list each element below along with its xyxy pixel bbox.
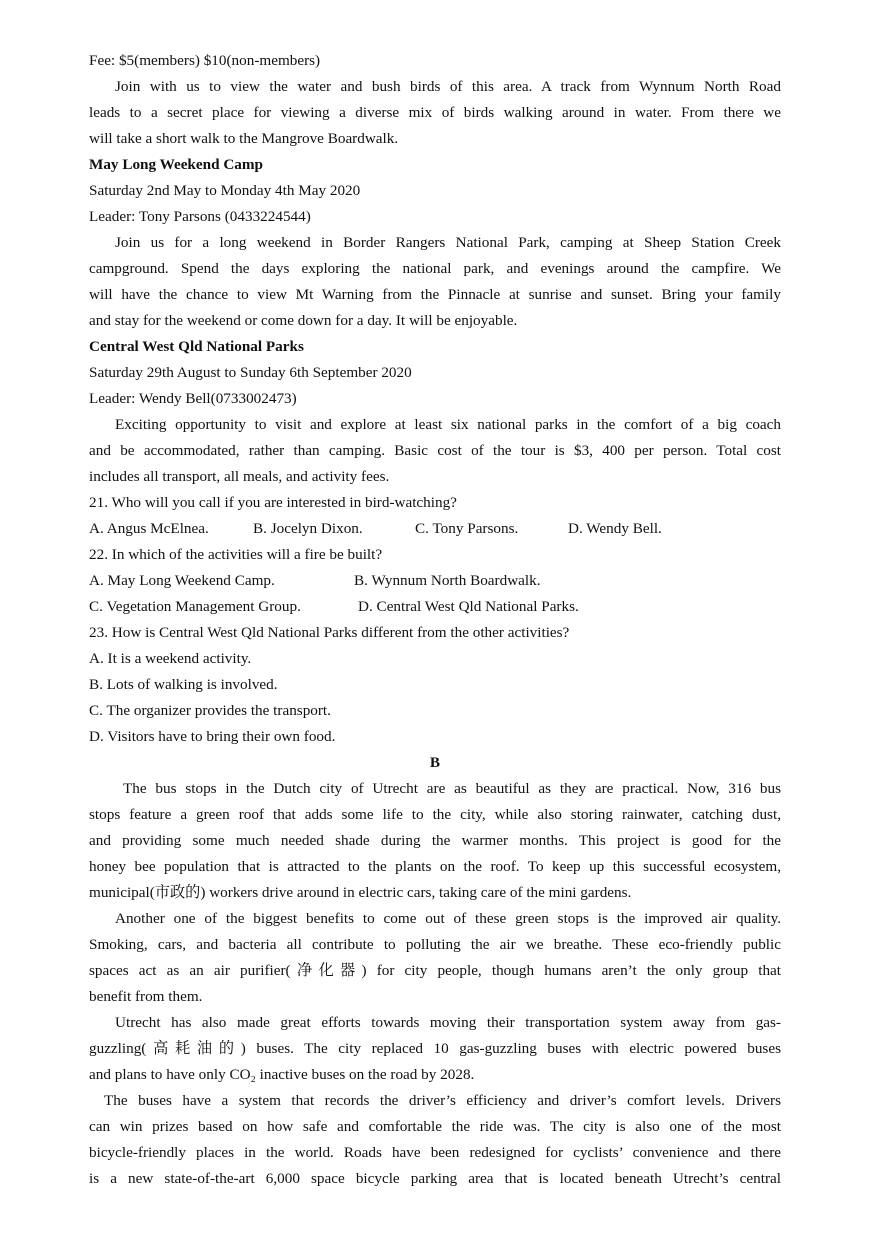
may-camp-date: Saturday 2nd May to Monday 4th May 2020 [89, 182, 361, 199]
wynnum-desc-line: Join with us to view the water and bush birds of this area. A track from Wynnum North Road [115, 78, 781, 95]
passage-b-p1-line: honey bee population that is attracted to the plants on the roof. To keep up this successful ecosystem, [89, 858, 781, 875]
central-west-desc-line: Exciting opportunity to visit and explore at least six national parks in the comfort of a big coach [115, 416, 781, 433]
passage-b-p2-line: Another one of the biggest benefits to come out of these green stops is the improved air quality. [115, 910, 781, 927]
passage-b-p2-line: benefit from them. [89, 988, 203, 1005]
question-23-option-b[interactable]: B. Lots of walking is involved. [89, 676, 278, 693]
passage-b-p1-line: and providing some much needed shade during the warmer months. This project is good for the [89, 832, 781, 849]
wynnum-desc-line: leads to a secret place for viewing a diverse mix of birds walking around in water. From there we [89, 104, 781, 121]
may-camp-title: May Long Weekend Camp [89, 156, 263, 173]
passage-b-p3-line: and plans to have only CO₂ inactive buses on the road by 2028. [89, 1066, 475, 1083]
passage-b-p1-line: stops feature a green roof that adds some life to the city, while also storing rainwater, catching dust, [89, 806, 781, 823]
question-22-option-d[interactable]: D. Central West Qld National Parks. [358, 598, 579, 615]
question-21-option-b[interactable]: B. Jocelyn Dixon. [253, 520, 363, 537]
question-22-options-row-1 [89, 568, 781, 594]
passage-b-p3-line: guzzling(高耗油的) buses. The city replaced 10 gas-guzzling buses with electric powered buses [89, 1040, 781, 1057]
may-camp-desc-line: campground. Spend the days exploring the national park, and evenings around the campfire. We [89, 260, 781, 277]
question-22-options-row-2 [89, 594, 781, 620]
question-23-stem: 23. How is Central West Qld National Parks different from the other activities? [89, 624, 570, 641]
question-22-option-c[interactable]: C. Vegetation Management Group. [89, 598, 301, 615]
passage-b-p1-line: municipal(市政的) workers drive around in electric cars, taking care of the mini gardens. [89, 884, 632, 901]
passage-b-p3-line: Utrecht has also made great efforts towards moving their transportation system away from gas- [115, 1014, 781, 1031]
passage-b-p4-line: can win prizes based on how safe and comfortable the ride was. The city is also one of the most [89, 1118, 781, 1135]
question-22-option-b[interactable]: B. Wynnum North Boardwalk. [354, 572, 541, 589]
may-camp-leader: Leader: Tony Parsons (0433224544) [89, 208, 311, 225]
passage-b-p4-line: is a new state-of-the-art 6,000 space bicycle parking area that is located beneath Utrecht’s central [89, 1170, 781, 1187]
passage-b-p4-line: bicycle-friendly places in the world. Roads have been redesigned for cyclists’ convenience and there [89, 1144, 781, 1161]
passage-b-p1-line: The bus stops in the Dutch city of Utrecht are as beautiful as they are practical. Now, 316 bus [123, 780, 781, 797]
question-21-option-c[interactable]: C. Tony Parsons. [415, 520, 519, 537]
passage-b-p2-line: Smoking, cars, and bacteria all contribute to polluting the air we breathe. These eco-friendly public [89, 936, 781, 953]
question-23-option-d[interactable]: D. Visitors have to bring their own food. [89, 728, 336, 745]
question-21-stem: 21. Who will you call if you are interested in bird-watching? [89, 494, 457, 511]
passage-b-p2-line: spaces act as an air purifier(净化器) for city people, though humans aren’t the only group that [89, 962, 781, 979]
question-21-option-a[interactable]: A. Angus McElnea. [89, 520, 209, 537]
question-21-option-d[interactable]: D. Wendy Bell. [568, 520, 662, 537]
wynnum-desc-line: will take a short walk to the Mangrove Boardwalk. [89, 130, 399, 147]
question-22-option-a[interactable]: A. May Long Weekend Camp. [89, 572, 275, 589]
passage-b-p4-line: The buses have a system that records the driver’s efficiency and driver’s comfort levels. Drivers [104, 1092, 781, 1109]
question-21-options [89, 516, 781, 542]
central-west-title: Central West Qld National Parks [89, 338, 304, 355]
passage-b-heading: B [429, 754, 441, 771]
question-23-option-a[interactable]: A. It is a weekend activity. [89, 650, 252, 667]
fee-line: Fee: $5(members) $10(non-members) [89, 52, 321, 69]
may-camp-desc-line: and stay for the weekend or come down for a day. It will be enjoyable. [89, 312, 518, 329]
central-west-desc-line: includes all transport, all meals, and activity fees. [89, 468, 390, 485]
central-west-date: Saturday 29th August to Sunday 6th September 2020 [89, 364, 412, 381]
central-west-leader: Leader: Wendy Bell(0733002473) [89, 390, 297, 407]
question-22-stem: 22. In which of the activities will a fire be built? [89, 546, 383, 563]
may-camp-desc-line: Join us for a long weekend in Border Rangers National Park, camping at Sheep Station Creek [115, 234, 781, 251]
central-west-desc-line: and be accommodated, rather than camping. Basic cost of the tour is $3, 400 per person. Total cost [89, 442, 781, 459]
may-camp-desc-line: will have the chance to view Mt Warning from the Pinnacle at sunrise and sunset. Bring your family [89, 286, 781, 303]
question-23-option-c[interactable]: C. The organizer provides the transport. [89, 702, 331, 719]
